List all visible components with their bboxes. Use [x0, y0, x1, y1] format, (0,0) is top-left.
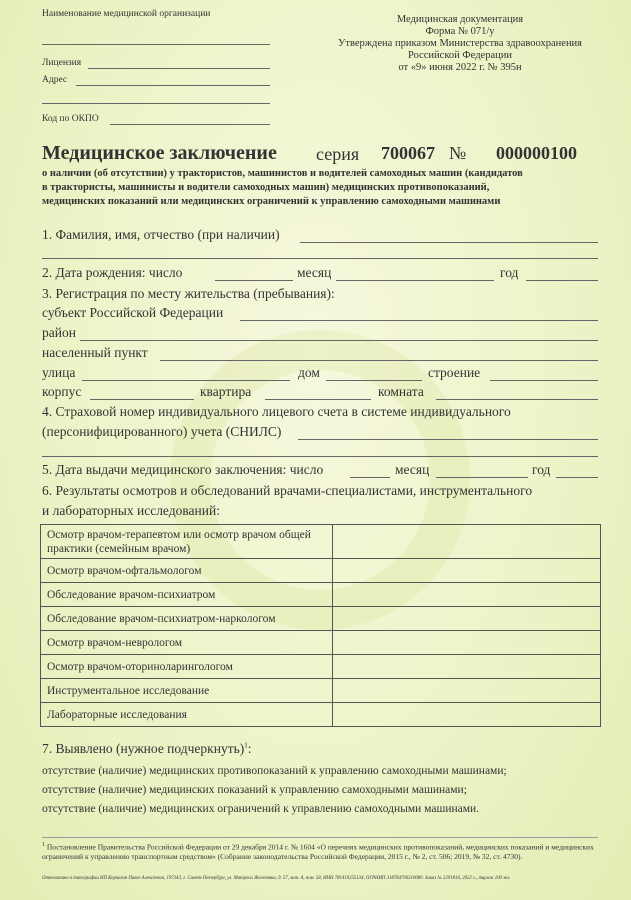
- building-line[interactable]: [490, 380, 598, 381]
- header-line-5: от «9» июня 2022 г. № 395н: [398, 62, 522, 73]
- district-line[interactable]: [80, 340, 598, 341]
- exam-result-cell[interactable]: [333, 559, 601, 583]
- birth-month-line[interactable]: [336, 280, 494, 281]
- exam-result-cell[interactable]: [333, 631, 601, 655]
- footnote-line-1: Постановление Правительства Российской Федерации от 29 декабря 2014 г. № 1604 «О перечнях медицинских противопоказаний, медицинских показаний и: [46, 842, 550, 852]
- block-line[interactable]: [90, 399, 194, 400]
- field-birthdate-label: 2. Дата рождения: число: [42, 265, 183, 280]
- license-line[interactable]: [88, 68, 270, 69]
- number-label: №: [449, 143, 467, 163]
- room-line[interactable]: [436, 399, 598, 400]
- subtitle-line-1: о наличии (об отсутствии) у трактористов, машинистов и водителей самоходных машин (кандидатов: [42, 168, 523, 179]
- fullname-line-2[interactable]: [42, 258, 598, 259]
- issue-day-line[interactable]: [350, 477, 390, 478]
- locality-line[interactable]: [160, 360, 598, 361]
- field-exams-label-1: 6. Результаты осмотров и обследований врачами-специалистами, инструментального: [42, 483, 533, 498]
- exam-name: Обследование врачом-психиатром-наркологом: [41, 607, 333, 631]
- field-issue-date-label: 5. Дата выдачи медицинского заключения: число: [42, 462, 324, 477]
- address-label: Адрес: [42, 75, 68, 85]
- exam-name: Инструментальное исследование: [41, 679, 333, 703]
- exam-result-cell[interactable]: [333, 703, 601, 727]
- issue-month-line[interactable]: [436, 477, 528, 478]
- findings-footnote-ref: 1: [244, 741, 248, 750]
- exam-result-cell[interactable]: [333, 607, 601, 631]
- exam-result-cell[interactable]: [333, 525, 601, 559]
- street-label: улица: [42, 365, 76, 380]
- header-line-3: Утверждена приказом Министерства здравоохранения: [337, 38, 583, 49]
- printer-info: Отпечатано в типографии ИП Корчагин Павел Алексеевич, 197343, г. Санкт-Петербург, ул. Матроса Железняка, д. 57, лит. А, пом. 58, ИНН 781419255134, ОГРНИП 318784700310080. Заказ № 2291816, 2022 г., тираж 100 экз.: [42, 876, 511, 881]
- document-title: Медицинское заключение: [42, 142, 277, 164]
- table-row: [41, 679, 601, 703]
- findings-title: [42, 741, 252, 757]
- apartment-label: квартира: [200, 384, 252, 399]
- locality-label: населенный пункт: [42, 345, 148, 360]
- okpo-line[interactable]: [110, 124, 270, 125]
- org-name-label: Наименование медицинской организации: [42, 9, 211, 19]
- exams-table: [40, 524, 601, 727]
- header-line-1: Медицинская документация: [396, 14, 524, 25]
- issue-year-line[interactable]: [556, 477, 598, 478]
- form-header: [330, 14, 590, 74]
- subject-line[interactable]: [240, 320, 598, 321]
- street-line[interactable]: [82, 380, 290, 381]
- birth-day-line[interactable]: [215, 280, 293, 281]
- header-line-2: Форма № 071/у: [425, 26, 495, 37]
- address-line-2[interactable]: [42, 103, 270, 104]
- org-name-line[interactable]: [42, 44, 270, 45]
- exam-result-cell[interactable]: [333, 655, 601, 679]
- exam-name: Лабораторные исследования: [41, 703, 333, 727]
- snils-line-2[interactable]: [42, 456, 598, 457]
- house-line[interactable]: [326, 380, 422, 381]
- table-row: [41, 631, 601, 655]
- header-line-4: Российской Федерации: [408, 50, 512, 61]
- license-label: Лицензия: [42, 58, 82, 68]
- issue-month-label: месяц: [395, 462, 430, 477]
- table-row: [41, 655, 601, 679]
- subtitle-line-3: медицинских показаний или медицинских ограничений к управлению самоходными машинами: [42, 196, 501, 207]
- okpo-label: Код по ОКПО: [42, 114, 99, 124]
- building-label: строение: [428, 365, 481, 380]
- footnote-number: 1: [42, 842, 45, 848]
- footnote: [42, 841, 604, 861]
- block-label: корпус: [42, 384, 82, 399]
- table-row: [41, 607, 601, 631]
- birth-year-line[interactable]: [526, 280, 598, 281]
- field-registration-label: 3. Регистрация по месту жительства (пребывания):: [42, 286, 335, 301]
- table-row: [41, 583, 601, 607]
- finding-restrictions[interactable]: отсутствие (наличие) медицинских ограничений к управлению самоходными машинами.: [42, 803, 480, 815]
- snils-line[interactable]: [298, 439, 598, 440]
- field-exams-label-2: и лабораторных исследований:: [42, 503, 220, 518]
- exam-name: Осмотр врачом-офтальмологом: [41, 559, 333, 583]
- exam-name: Осмотр врачом-терапевтом или осмотр врачом общей практики (семейным врачом): [41, 525, 333, 559]
- fullname-line[interactable]: [300, 242, 598, 243]
- exam-result-cell[interactable]: [333, 583, 601, 607]
- exam-name: Обследование врачом-психиатром: [41, 583, 333, 607]
- footnote-divider: [42, 837, 598, 838]
- table-row: [41, 559, 601, 583]
- field-snils-label-2: (персонифицированного) учета (СНИЛС): [42, 424, 282, 439]
- field-fullname-label: 1. Фамилия, имя, отчество (при наличии): [42, 227, 280, 242]
- issue-year-label: год: [532, 462, 551, 477]
- footnote-line-2: медицинских ограничений к управлению транспортным средством» (Собрание законодательства Российской Федерации, 2015 г., № 2, ст. 506; 2019, № 32, ст. 4730).: [42, 842, 594, 861]
- finding-indications[interactable]: отсутствие (наличие) медицинских показаний к управлению самоходными машинами;: [42, 784, 467, 796]
- district-label: район: [42, 325, 76, 340]
- exam-result-cell[interactable]: [333, 679, 601, 703]
- series-value: 700067: [381, 143, 435, 163]
- subtitle-line-2: в трактористы, машинисты и водители самоходных машин) медицинских противопоказаний,: [42, 182, 490, 193]
- findings-title-colon: :: [247, 741, 252, 756]
- field-snils-label-1: 4. Страховой номер индивидуального лицевого счета в системе индивидуального: [42, 404, 511, 419]
- address-line[interactable]: [76, 85, 270, 86]
- findings-title-text: 7. Выявлено (нужное подчеркнуть): [42, 741, 245, 756]
- birth-year-label: год: [500, 265, 519, 280]
- subject-label: субъект Российской Федерации: [42, 305, 224, 320]
- table-row: [41, 525, 601, 559]
- apartment-line[interactable]: [265, 399, 371, 400]
- exam-name: Осмотр врачом-оториноларингологом: [41, 655, 333, 679]
- number-value: 000000100: [496, 143, 577, 163]
- room-label: комната: [378, 384, 424, 399]
- house-label: дом: [298, 365, 320, 380]
- table-row: [41, 703, 601, 727]
- birth-month-label: месяц: [297, 265, 332, 280]
- finding-contraindications[interactable]: отсутствие (наличие) медицинских противопоказаний к управлению самоходными машинами;: [42, 765, 507, 777]
- exam-name: Осмотр врачом-неврологом: [41, 631, 333, 655]
- series-label: серия: [316, 144, 360, 164]
